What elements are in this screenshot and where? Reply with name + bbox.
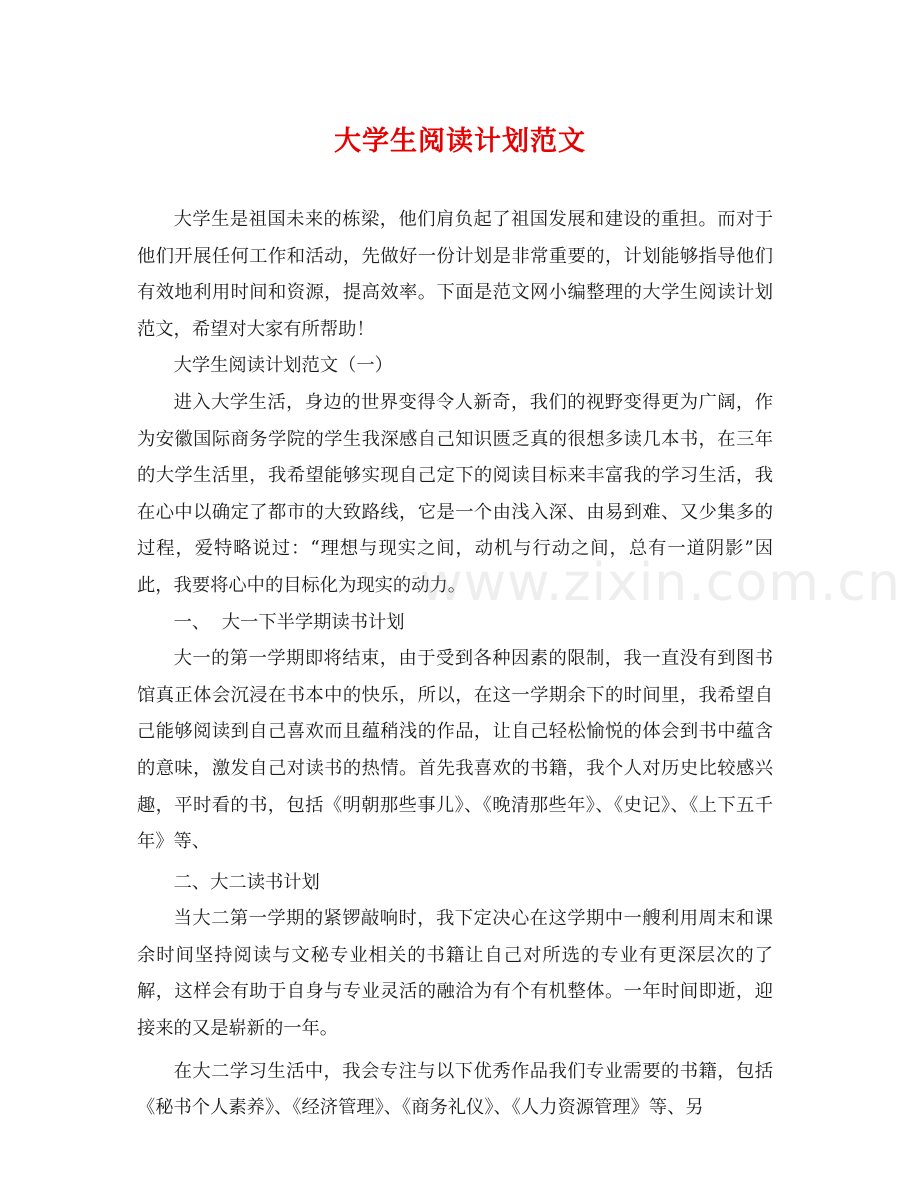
body-paragraph: 进入大学生活，身边的世界变得令人新奇，我们的视野变得更为广阔，作为安徽国际商务学院的学生我深感自己知识匮乏真的很想多读几本书，在三年的大学生活里，我希望能够实现自己定下的阅读目标来丰富我的学习生活，我在心中以确定了都市的大致路线，它是一个由浅入深、由易到难、又少集多的过程，爱特略说过：“理想与现实之间，动机与行动之间，总有一道阴影”因此，我要将心中的目标化为现实的动力。 — [137, 391, 773, 596]
intro-paragraph: 大学生是祖国未来的栋梁，他们肩负起了祖国发展和建设的重担。而对于他们开展任何工作和活动，先做好一份计划是非常重要的，计划能够指导他们有效地利用时间和资源，提高效率。下面是范文网小编整理的大学生阅读计划范文，希望对大家有所帮助！ — [137, 209, 773, 340]
body-paragraph: 当大二第一学期的紧锣敲响时，我下定决心在这学期中一艘利用周末和课余时间坚持阅读与文秘专业相关的书籍让自己对所选的专业有更深层次的了解，这样会有助于自身与专业灵活的融洽为有个有机整体。一年时间即逝，迎接来的又是崭新的一年。 — [137, 908, 773, 1040]
body-paragraph: 在大二学习生活中，我会专注与以下优秀作品我们专业需要的书籍，包括《秘书个人素养》、《经济管理》、《商务礼仪》、《人力资源管理》等、另 — [137, 1060, 773, 1119]
body-paragraph: 大一的第一学期即将结束，由于受到各种因素的限制，我一直没有到图书馆真正体会沉浸在书本中的快乐，所以，在这一学期余下的时间里，我希望自己能够阅读到自己喜欢而且蕴稍浅的作品，让自己轻松愉悦的体会到书中蕴含的意味，激发自己对读书的热情。首先我喜欢的书籍，我个人对历史比较感兴趣，平时看的书，包括《明朝那些事儿》、《晚清那些年》、《史记》、《上下五千年》等、 — [137, 648, 773, 853]
section-heading-sophomore-plan: 二、大二读书计划 — [173, 871, 320, 893]
watermark-text: www.zixin.com.cn — [420, 553, 901, 613]
section-heading-sample-one: 大学生阅读计划范文（一） — [173, 355, 393, 377]
document-title: 大学生阅读计划范文 — [334, 126, 586, 157]
section-heading-freshman-plan: 一、 大一下半学期读书计划 — [173, 611, 405, 633]
document-body — [137, 202, 901, 1127]
